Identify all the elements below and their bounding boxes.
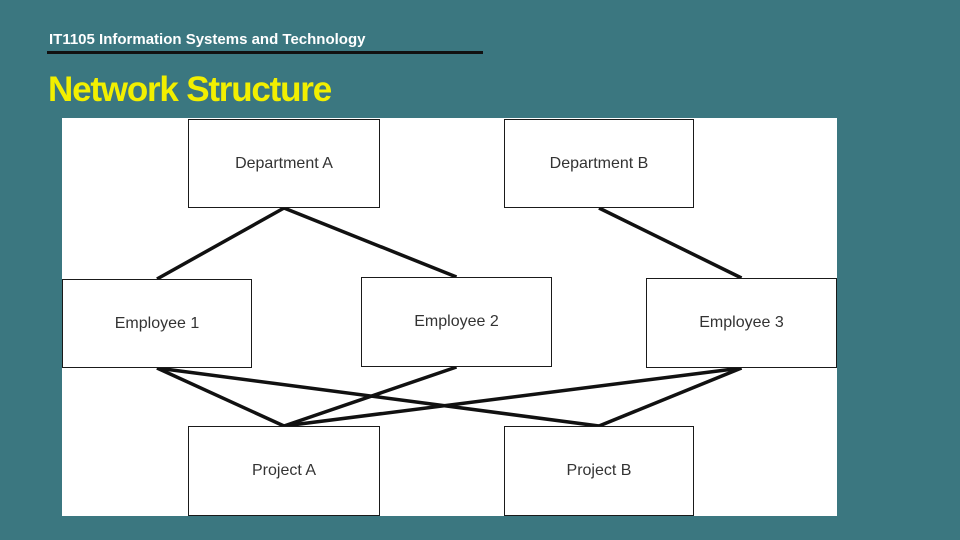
- header-underline: [47, 51, 483, 54]
- network-diagram: [62, 118, 837, 516]
- slide-title: Network Structure: [48, 70, 331, 109]
- node-employee-3: Employee 3: [646, 278, 837, 368]
- node-project-b: Project B: [504, 426, 694, 516]
- node-employee-2: Employee 2: [361, 277, 552, 367]
- node-department-b: Department B: [504, 119, 694, 208]
- course-title: IT1105 Information Systems and Technology: [49, 31, 366, 48]
- edge-dept_a-emp_1: [157, 208, 284, 279]
- node-employee-1: Employee 1: [62, 279, 252, 368]
- edge-dept_a-emp_2: [284, 208, 457, 277]
- edge-emp_2-proj_a: [284, 367, 457, 426]
- edge-dept_b-emp_3: [599, 208, 742, 278]
- node-project-a: Project A: [188, 426, 380, 516]
- node-department-a: Department A: [188, 119, 380, 208]
